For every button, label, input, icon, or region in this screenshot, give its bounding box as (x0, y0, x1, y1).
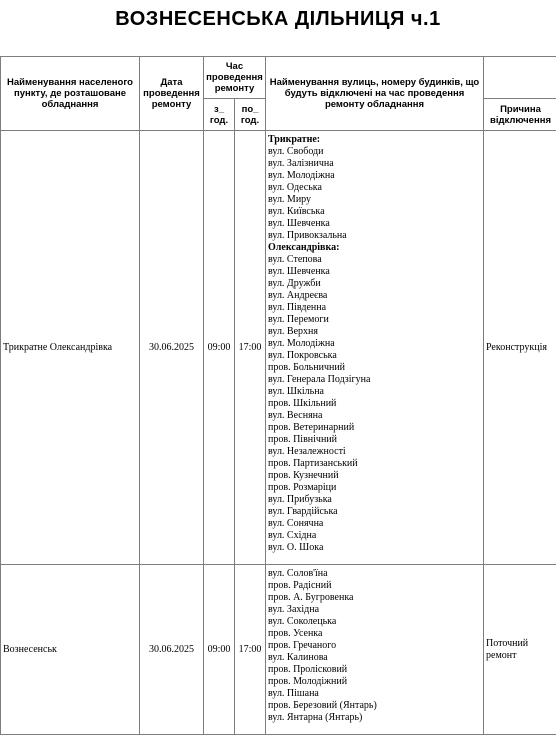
street-line: пров. Гречаного (268, 640, 483, 652)
header-reason-empty (484, 57, 556, 99)
from-cell: 09:00 (204, 565, 235, 735)
street-line: вул. Андреєва (268, 290, 483, 302)
header-date: Дата проведення ремонту (140, 57, 204, 131)
street-line: вул. Київська (268, 206, 483, 218)
table-row (1, 565, 556, 735)
page-title: ВОЗНЕСЕНСЬКА ДІЛЬНИЦЯ ч.1 (0, 8, 556, 31)
street-line: пров. Березовий (Янтарь) (268, 700, 483, 712)
street-line: пров. Радісний (268, 580, 483, 592)
street-line: Олександрівка: (268, 242, 483, 254)
header-reason: Причина відключення (484, 99, 556, 131)
street-line: пров. Пролісковий (268, 664, 483, 676)
street-line: пров. Розмаріци (268, 482, 483, 494)
street-line: вул. Миру (268, 194, 483, 206)
street-line: вул. Дружби (268, 278, 483, 290)
street-line: вул. Молодіжна (268, 170, 483, 182)
street-line: пров. Усенка (268, 628, 483, 640)
header-row (1, 57, 556, 99)
street-line: вул. Солов'їна (268, 568, 483, 580)
streets-cell (266, 565, 484, 735)
street-line: вул. Покровська (268, 350, 483, 362)
street-line: вул. Пішана (268, 688, 483, 700)
street-line: вул. Степова (268, 254, 483, 266)
reason-cell: Поточний ремонт (484, 565, 556, 735)
settlement-cell: Вознесенськ (1, 565, 140, 735)
street-line: вул. Привокзальна (268, 230, 483, 242)
street-line: вул. Одеська (268, 182, 483, 194)
street-line: вул. Західна (268, 604, 483, 616)
header-time: Час проведення ремонту (204, 57, 266, 99)
to-cell: 17:00 (235, 565, 266, 735)
street-line: пров. Шкільний (268, 398, 483, 410)
date-cell: 30.06.2025 (140, 131, 204, 565)
street-line: вул. Сонячна (268, 518, 483, 530)
settlement-cell: Трикратне Олександрівка (1, 131, 140, 565)
from-cell: 09:00 (204, 131, 235, 565)
street-line: вул. Генерала Подзігуна (268, 374, 483, 386)
street-line: пров. А. Бугровенка (268, 592, 483, 604)
header-settlement: Найменування населеного пункту, де розташоване обладнання (1, 57, 140, 131)
street-line: вул. Гвардійська (268, 506, 483, 518)
to-cell: 17:00 (235, 131, 266, 565)
street-line: вул. Шкільна (268, 386, 483, 398)
date-cell: 30.06.2025 (140, 565, 204, 735)
street-line: пров. Партизанський (268, 458, 483, 470)
street-line: вул. Східна (268, 530, 483, 542)
street-line: вул. Свободи (268, 146, 483, 158)
table-row (1, 131, 556, 565)
header-from: з_ год. (204, 99, 235, 131)
street-line: вул. Незалежності (268, 446, 483, 458)
street-line: пров. Кузнечний (268, 470, 483, 482)
street-line: пров. Ветеринарний (268, 422, 483, 434)
street-line: вул. Шевченка (268, 266, 483, 278)
outage-table (0, 56, 556, 735)
street-line: пров. Больничний (268, 362, 483, 374)
street-line: пров. Молодіжний (268, 676, 483, 688)
street-line: вул. Перемоги (268, 314, 483, 326)
street-line: вул. Прибузька (268, 494, 483, 506)
street-line: вул. Калинова (268, 652, 483, 664)
header-streets: Найменування вулиць, номеру будинків, що будуть відключені на час проведення ремонту обладнання (266, 57, 484, 131)
street-line: Трикратне: (268, 134, 483, 146)
street-line: вул. Верхня (268, 326, 483, 338)
reason-cell: Реконструкція (484, 131, 556, 565)
street-line: пров. Північний (268, 434, 483, 446)
street-line: вул. Весняна (268, 410, 483, 422)
streets-cell (266, 131, 484, 565)
street-line: вул. Янтарна (Янтарь) (268, 712, 483, 724)
street-line: вул. Соколецька (268, 616, 483, 628)
street-line: вул. Шевченка (268, 218, 483, 230)
street-line: вул. Залізнична (268, 158, 483, 170)
street-line: вул. Південна (268, 302, 483, 314)
header-to: по_ год. (235, 99, 266, 131)
street-line: вул. О. Шока (268, 542, 483, 554)
street-line: вул. Молодіжна (268, 338, 483, 350)
